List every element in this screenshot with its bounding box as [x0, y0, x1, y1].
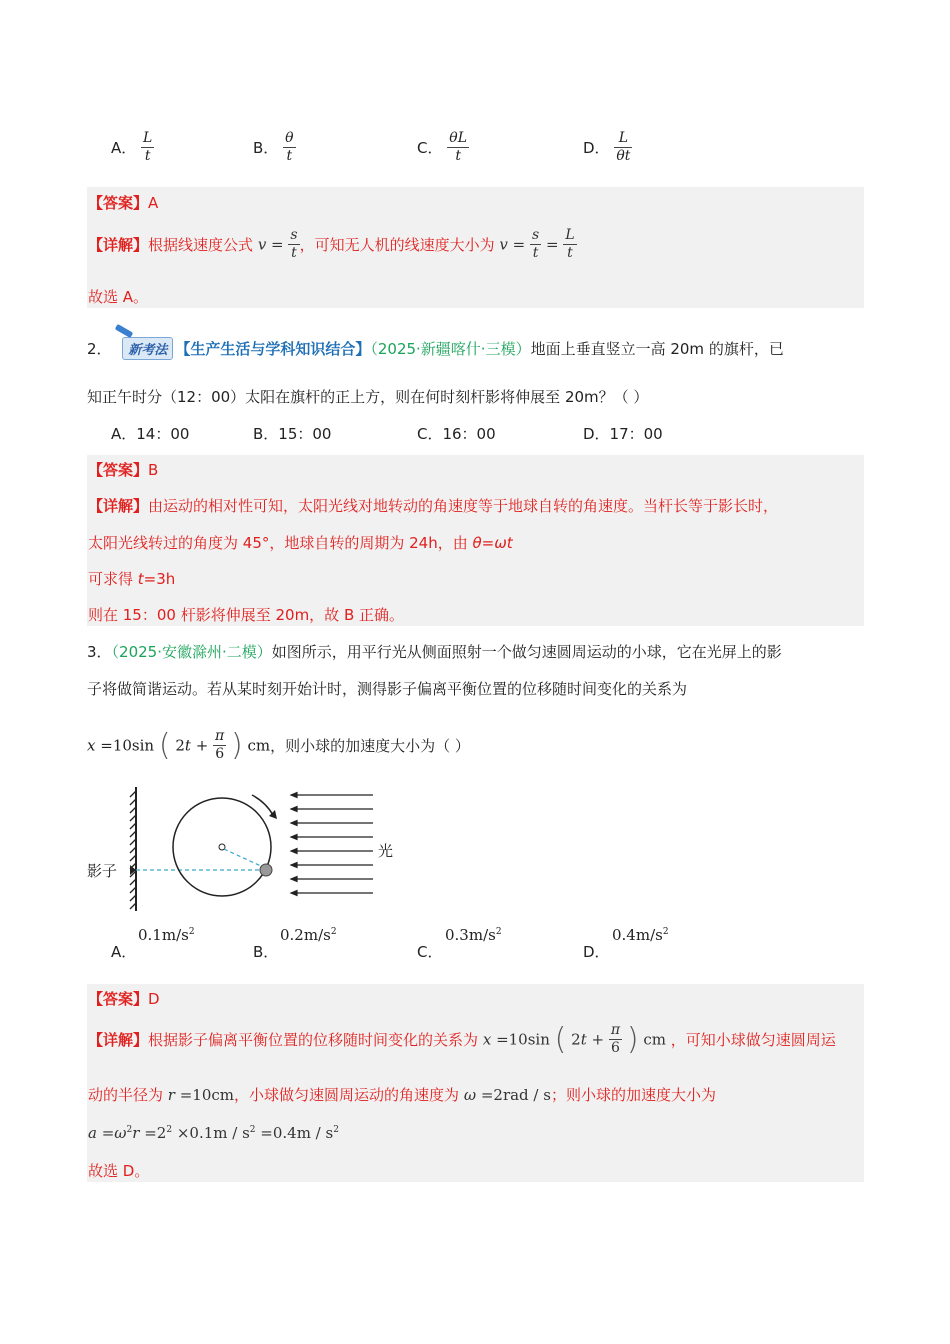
formula: θ=ωt: [472, 534, 513, 552]
q3-option-a-value: $0.1m/s^2$: [138, 926, 195, 944]
question-source: （2025·新疆喀什·三模）: [370, 340, 531, 358]
formula-r: r =10cm: [167, 1086, 235, 1104]
fraction: $\frac{\theta}{t}$: [285, 130, 294, 164]
answer-value: A: [148, 194, 159, 212]
option-label: B．: [253, 139, 279, 157]
q3-option-d[interactable]: [583, 941, 610, 962]
option-label: A．: [111, 139, 137, 157]
figure-label-shadow: 影子: [87, 862, 118, 880]
q2-answer-box: [87, 455, 864, 626]
fraction: $\frac{s}{t}$: [290, 227, 298, 261]
detail-line3: [88, 568, 175, 589]
fraction: $\frac{L}{t}$: [143, 130, 153, 164]
q2-stem-line1: [87, 337, 784, 360]
detail-line2: [88, 532, 513, 553]
formula-v: v =: [257, 235, 284, 254]
q3-option-b[interactable]: [253, 941, 278, 962]
answer-tag: 【答案】: [88, 194, 149, 212]
detail-tag: 【详解】: [88, 1031, 149, 1049]
q3-option-c-value: $0.3m/s^2$: [445, 926, 502, 944]
detail-text: 可求得: [88, 570, 138, 588]
question-source: （2025·安徽滁州·二模）: [111, 643, 272, 661]
formula-v: v =: [499, 235, 526, 254]
q3-stem-line1: [87, 641, 782, 662]
q3-option-d-value: $0.4m/s^2$: [612, 926, 669, 944]
option-label: C．: [417, 943, 443, 961]
q2-stem-line2: 知正午时分（12：00）太阳在旗杆的正上方，则在何时刻杆影将伸展至 20m？（ ）: [87, 388, 649, 406]
light-rays: [291, 793, 373, 896]
answer-tag: 【答案】: [88, 461, 149, 479]
detail-line2: [88, 1084, 716, 1105]
q3-option-a[interactable]: [111, 941, 136, 962]
option-label: D．: [583, 943, 610, 961]
detail-text: 由运动的相对性可知，太阳光线对地转动的角速度等于地球自转的角速度。当杆长等于影长时，: [148, 497, 779, 515]
stem-text: ，则小球的加速度大小为（ ）: [270, 737, 470, 755]
conclusion: 故选 D。: [88, 1162, 150, 1180]
q3-figure: [85, 783, 405, 918]
question-number: 2．: [87, 340, 112, 358]
detail-text: 根据影子偏离平衡位置的位移随时间变化的关系为: [148, 1031, 479, 1049]
detail-tag: 【详解】: [88, 236, 149, 254]
stem-text: 如图所示，用平行光从侧面照射一个做匀速圆周运动的小球，它在光屏上的影: [271, 643, 782, 661]
answer-line: [88, 988, 160, 1009]
detail-line1: [88, 1022, 836, 1057]
q2-option-d[interactable]: D．17：00: [583, 425, 663, 443]
answer-tag: 【答案】: [88, 990, 149, 1008]
q2-option-c[interactable]: C．16：00: [417, 425, 496, 443]
pin-icon: [115, 324, 134, 338]
fraction: $\frac{\pi}{6}$: [215, 728, 225, 762]
category-tag: 【生产生活与学科知识结合】: [175, 340, 371, 358]
detail-line: 【详解】根据线速度公式 v = $\frac{s}{t}$ ，可知无人机的线速度大小为 v = $\frac{s}{t}$ = $\frac{L}{t}$: [88, 227, 575, 261]
q3-option-b-value: $0.2m/s^2$: [280, 926, 337, 944]
answer-value: D: [148, 990, 160, 1008]
formula-acceleration: $a =\omega^2r =2^2 \times 0.1m / s^2 =0.4m / s^2$: [88, 1124, 339, 1142]
detail-line1: [88, 495, 778, 516]
new-method-badge: 新考法: [122, 337, 173, 360]
q1-answer-box: [87, 187, 864, 308]
conclusion: 故选 A。: [88, 288, 149, 306]
formula-x: x =10sin ( 2t + $\frac{\pi}{6}$ ) cm: [482, 1022, 666, 1057]
detail-text: ，可知小球做匀速圆周运: [670, 1031, 836, 1049]
option-label: C．: [417, 139, 443, 157]
detail-text: ，可知无人机的线速度大小为: [299, 236, 495, 254]
detail-text: 太阳光线转过的角度为 45°，地球自转的周期为 24h，由: [88, 534, 473, 552]
formula-x: x: [87, 736, 96, 755]
q1-option-c[interactable]: [417, 130, 469, 165]
detail-text: ，小球做匀速圆周运动的角速度为: [234, 1086, 460, 1104]
q3-answer-box: [87, 984, 864, 1182]
q2-option-a[interactable]: A．14：00: [111, 425, 190, 443]
detail-line4: 则在 15：00 杆影将伸展至 20m，故 B 正确。: [88, 606, 405, 624]
detail-text: =3h: [143, 570, 176, 588]
q1-option-a[interactable]: [111, 130, 154, 165]
fraction: $\frac{\pi}{6}$: [610, 1022, 621, 1056]
detail-text: 根据线速度公式: [148, 236, 254, 254]
rotation-arrow-arc: [252, 795, 273, 815]
q3-stem-line2: 子将做简谐运动。若从某时刻开始计时，测得影子偏离平衡位置的位移随时间变化的关系为: [87, 680, 688, 698]
fraction: $\frac{L}{\theta t}$: [616, 130, 631, 164]
stem-text: 地面上垂直竖立一高 20m 的旗杆，已: [530, 340, 784, 358]
q1-option-d[interactable]: [583, 130, 632, 165]
q1-option-b[interactable]: [253, 130, 296, 165]
detail-text: ；则小球的加速度大小为: [550, 1086, 716, 1104]
fraction: $\frac{s}{t}$: [531, 227, 540, 261]
fraction: $\frac{L}{t}$: [565, 227, 575, 261]
answer-value: B: [148, 461, 159, 479]
question-number: 3．: [87, 643, 112, 661]
detail-text: 动的半径为: [88, 1086, 164, 1104]
formula-omega: ω =2rad / s: [463, 1086, 551, 1104]
answer-line: [88, 192, 158, 213]
variable-t: t: [137, 570, 144, 588]
option-label: A．: [111, 943, 137, 961]
detail-tag: 【详解】: [88, 497, 149, 515]
q2-option-b[interactable]: B．15：00: [253, 425, 332, 443]
option-label: D．: [583, 139, 610, 157]
q3-option-c[interactable]: [417, 941, 442, 962]
q3-stem-line3: x =10sin ( 2t + $\frac{\pi}{6}$ ) cm，则小球的加速度大小为（ ）: [87, 728, 470, 763]
answer-line: [88, 459, 158, 480]
figure-label-light: 光: [378, 842, 394, 860]
radius-line: [224, 849, 263, 867]
fraction: $\frac{\theta L}{t}$: [449, 130, 467, 164]
option-label: B．: [253, 943, 279, 961]
ball: [260, 864, 272, 876]
